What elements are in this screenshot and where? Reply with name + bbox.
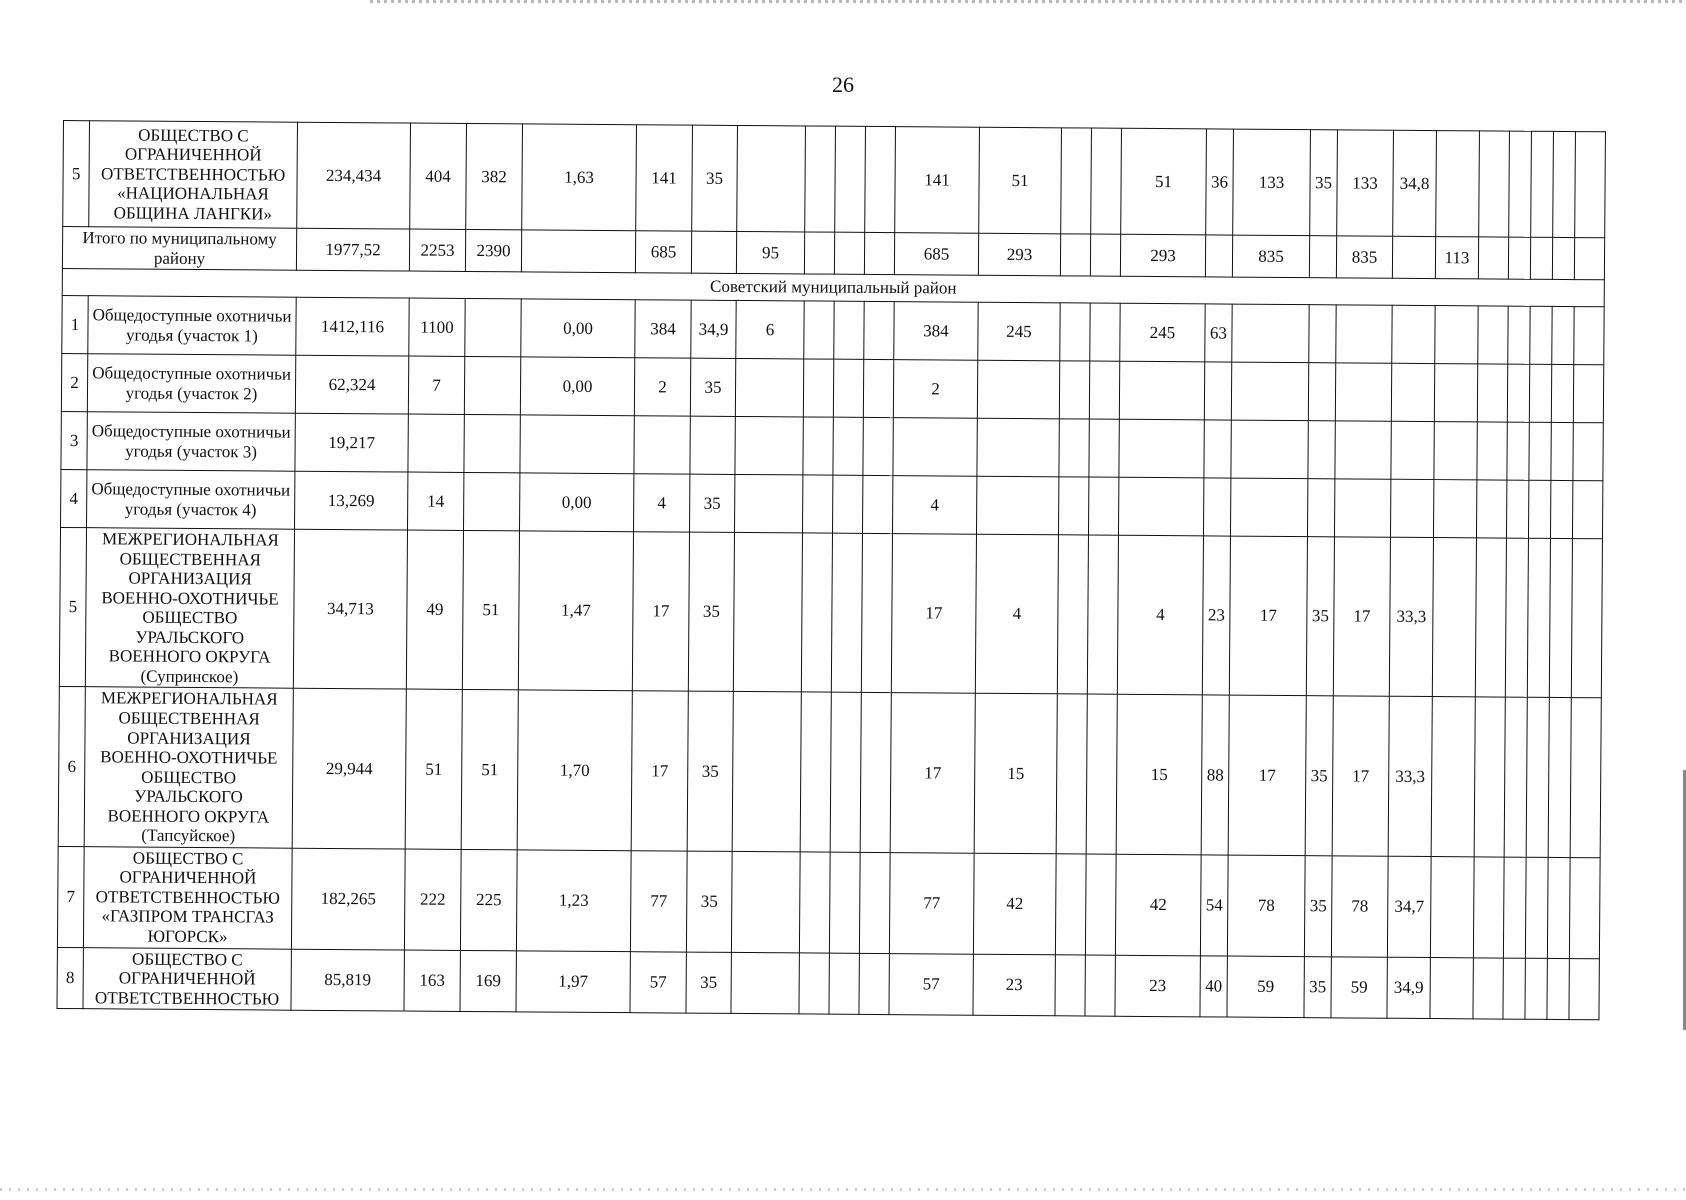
value-cell [1205,235,1232,277]
value-cell: 19,217 [295,413,408,472]
value-cell: 4 [1117,535,1203,695]
value-cell [1506,480,1528,538]
value-cell: 1,23 [516,850,631,952]
value-cell: 35 [1304,855,1332,956]
organization-name: ОБЩЕСТВО С ОГРАНИЧЕННОЙ ОТВЕТСТВЕННОСТЬЮ «ГАЗПРОМ ТРАНСГАЗ ЮГОРСК» [83,847,292,949]
value-cell: 40 [1200,955,1227,1017]
value-cell [863,359,893,417]
value-cell [1436,131,1480,237]
value-cell [829,953,859,1015]
row-number: 1 [62,296,88,354]
value-cell: 59 [1227,956,1304,1018]
value-cell: 34,9 [691,300,736,358]
value-cell: 133 [1337,130,1394,236]
value-cell [1119,419,1204,478]
value-cell [865,126,896,232]
value-cell: 35 [692,125,738,231]
district-title: Советский муниципальный район [62,269,1604,307]
value-cell [1232,304,1309,363]
value-cell: 23 [973,954,1055,1016]
value-cell [1055,854,1086,955]
value-cell [520,415,634,474]
value-cell: 88 [1201,695,1229,855]
value-cell [465,299,521,357]
value-cell [1231,362,1308,421]
value-cell [737,125,806,231]
value-cell: 51 [462,531,519,691]
value-cell: 35 [1310,130,1338,236]
value-cell: 62,324 [295,355,408,414]
value-cell: 51 [405,690,462,850]
value-cell [1551,423,1573,481]
value-cell [1309,305,1336,363]
value-cell [735,417,803,475]
value-cell: 35 [689,474,734,532]
table-row [58,687,1601,858]
value-cell [1473,957,1503,1019]
value-cell [1334,479,1390,537]
value-cell [1525,958,1547,1020]
value-cell [1509,131,1532,237]
value-cell [691,231,736,273]
value-cell: 57 [630,951,686,1013]
value-cell [833,359,863,417]
value-cell [1529,364,1551,422]
value-cell [1089,419,1119,477]
value-cell: 34,713 [293,529,407,689]
row-number: 7 [57,846,84,947]
row-number: 6 [58,687,85,847]
value-cell: 78 [1227,855,1305,956]
value-cell [799,952,829,1014]
value-cell: 54 [1200,855,1228,956]
value-cell [1503,857,1526,958]
value-cell: 293 [978,233,1060,276]
value-cell [1574,307,1604,365]
value-cell: 85,819 [291,949,404,1011]
value-cell: 17 [631,691,688,851]
value-cell [690,416,735,474]
value-cell [733,533,802,693]
value-cell: 57 [889,953,973,1015]
value-cell: 13,269 [295,471,408,530]
value-cell [1474,697,1505,857]
value-cell [830,693,861,853]
value-cell: 35 [1305,696,1333,856]
value-cell [1091,128,1122,234]
value-cell [1552,237,1574,279]
value-cell [1573,423,1603,481]
value-cell [860,693,891,853]
value-cell [1056,694,1087,854]
value-cell [1434,364,1477,422]
value-cell [1530,306,1552,364]
value-cell: 234,434 [297,122,411,229]
value-cell [801,533,832,693]
value-cell: 35 [686,851,732,952]
value-cell [1526,698,1549,858]
value-cell: 7 [408,356,464,414]
value-cell [464,415,520,473]
value-cell [1335,363,1391,421]
value-cell [1478,306,1508,364]
value-cell: 77 [889,852,974,953]
value-cell [1308,363,1335,421]
value-cell [1059,419,1089,477]
value-cell [1086,694,1117,854]
value-cell [859,953,889,1015]
value-cell: 78 [1331,856,1388,957]
value-cell [735,359,803,417]
value-cell: 42 [973,853,1056,954]
value-cell [804,301,834,359]
value-cell [1430,856,1474,957]
value-cell [1575,132,1606,238]
value-cell [1433,480,1476,538]
organization-name: Общедоступные охотничьи угодья (участок 1) [88,296,296,356]
organization-name: Общедоступные охотничьи угодья (участок 4) [87,470,295,530]
value-cell [834,301,864,359]
value-cell [1435,306,1478,364]
value-cell [1525,857,1548,958]
value-cell [977,360,1059,419]
hunting-grounds-table [56,120,1605,1021]
value-cell [1090,234,1120,276]
row-number: 8 [57,947,83,1009]
value-cell: 35 [690,358,735,416]
row-number: 2 [61,354,87,412]
value-cell: 23 [1115,955,1200,1017]
value-cell: 113 [1435,237,1478,279]
value-cell [1549,539,1572,699]
value-cell: 59 [1331,956,1387,1018]
value-cell [464,473,520,531]
value-cell: 2253 [409,229,465,272]
data-table-sheet [56,120,1566,1020]
value-cell [805,126,836,232]
value-cell [803,359,833,417]
value-cell: 77 [630,851,687,952]
table-row [63,121,1606,238]
value-cell: 141 [636,125,693,231]
value-cell [731,952,799,1014]
value-cell [731,851,800,952]
value-cell: 17 [891,534,976,694]
value-cell [1089,361,1119,419]
value-cell: 17 [890,693,975,853]
value-cell [1204,362,1231,420]
value-cell: 382 [466,123,523,229]
value-cell [1090,303,1120,361]
value-cell: 2390 [465,229,521,272]
value-cell: 2 [634,358,690,416]
value-cell: 36 [1206,129,1234,235]
value-cell: 51 [979,127,1062,234]
value-cell [1088,477,1118,535]
value-cell: 34,8 [1393,130,1437,236]
value-cell: 63 [1205,304,1232,362]
value-cell [1572,481,1602,539]
value-cell [1548,698,1571,858]
value-cell: 15 [1116,695,1202,855]
value-cell: 33,3 [1389,537,1433,697]
value-cell [976,476,1058,535]
value-cell [1552,307,1574,365]
value-cell [834,232,864,274]
value-cell [833,417,863,475]
table-row [57,846,1600,958]
value-cell [829,852,860,953]
value-cell [1569,958,1599,1020]
value-cell [1336,305,1392,363]
value-cell: 35 [686,952,731,1014]
value-cell: 34,9 [1387,957,1430,1019]
value-cell: 35 [688,532,734,692]
value-cell [863,417,893,475]
value-cell [1528,480,1550,538]
value-cell [1505,538,1528,698]
value-cell: 835 [1336,236,1392,279]
value-cell [732,692,801,852]
value-cell [1392,305,1435,363]
value-cell [1431,697,1475,857]
value-cell [1570,698,1601,858]
value-cell: 17 [1332,696,1389,856]
value-cell: 17 [1229,536,1307,696]
organization-name: Общедоступные охотничьи угодья (участок 2) [87,354,295,414]
value-cell: 182,265 [291,848,405,950]
value-cell [1507,364,1529,422]
value-cell: 6 [736,301,804,359]
value-cell [1231,420,1308,479]
value-cell [1477,422,1507,480]
value-cell [1504,698,1527,858]
value-cell: 1977,52 [296,228,409,271]
value-cell [1307,479,1334,537]
value-cell [831,533,862,693]
value-cell [835,126,866,232]
value-cell [1503,958,1525,1020]
value-cell [1087,535,1118,695]
value-cell [1392,236,1435,278]
scan-artifact-bottom [0,1188,1686,1191]
value-cell: 245 [978,302,1060,361]
value-cell: 245 [1120,303,1205,362]
value-cell [802,475,832,533]
value-cell: 34,7 [1387,856,1431,957]
total-label: Итого по муниципальному району [62,227,296,271]
value-cell [864,301,894,359]
value-cell [634,416,690,474]
value-cell [408,414,464,472]
value-cell [1085,854,1116,955]
value-cell [1477,364,1507,422]
table-row [57,947,1599,1020]
value-cell: 835 [1232,235,1309,278]
value-cell [1508,237,1530,279]
value-cell: 1412,116 [296,297,409,356]
value-cell: 4 [892,476,976,535]
value-cell [977,418,1059,477]
value-cell [1573,365,1603,423]
value-cell [1055,954,1085,1016]
value-cell: 35 [1306,537,1334,697]
value-cell [1308,421,1335,479]
value-cell [1551,365,1573,423]
value-cell [1553,131,1576,237]
value-cell [1432,538,1476,698]
organization-name: МЕЖРЕГИОНАЛЬНАЯ ОБЩЕСТВЕННАЯ ОРГАНИЗАЦИЯ ВОЕННО-ОХОТНИЧЬЕ ОБЩЕСТВО УРАЛЬСКОГО ВОЕННОГО ОКРУГА (Супринское) [85,528,294,689]
value-cell [1061,128,1092,234]
value-cell [1430,957,1473,1019]
value-cell: 4 [633,474,689,532]
value-cell: 163 [404,950,460,1012]
value-cell [1550,481,1572,539]
value-cell [1119,361,1204,420]
value-cell: 169 [460,950,516,1012]
value-cell: 29,944 [292,689,406,849]
value-cell [1473,857,1504,958]
organization-name: Общедоступные охотничьи угодья (участок 3) [87,412,295,472]
value-cell: 0,00 [519,473,633,532]
organization-name: МЕЖРЕГИОНАЛЬНАЯ ОБЩЕСТВЕННАЯ ОРГАНИЗАЦИЯ ВОЕННО-ОХОТНИЧЬЕ ОБЩЕСТВО УРАЛЬСКОГО ВОЕННОГО ОКРУГА (Тапсуйское) [84,687,293,848]
value-cell [1527,538,1550,698]
value-cell: 1,70 [517,690,632,850]
value-cell [521,230,635,273]
value-cell [799,852,830,953]
value-cell: 384 [894,302,978,361]
value-cell: 685 [635,231,691,274]
value-cell: 1,97 [516,950,630,1012]
row-number: 3 [61,412,87,470]
value-cell [1204,420,1231,478]
value-cell [800,692,831,852]
value-cell [1508,306,1530,364]
value-cell: 51 [1121,128,1207,235]
value-cell [1569,857,1600,958]
value-cell: 404 [410,123,467,229]
value-cell [1478,237,1508,279]
value-cell: 42 [1115,854,1201,955]
value-cell: 35 [1304,956,1331,1018]
value-cell: 95 [736,231,804,274]
value-cell [862,475,892,533]
value-cell: 17 [1228,696,1306,856]
value-cell [1060,234,1090,276]
value-cell [734,475,802,533]
value-cell [1475,538,1506,698]
organization-name: ОБЩЕСТВО С ОГРАНИЧЕННОЙ ОТВЕТСТВЕННОСТЬЮ [83,947,291,1010]
page-number: 26 [832,72,854,97]
value-cell [859,852,890,953]
value-cell [1085,955,1115,1017]
value-cell [1060,303,1090,361]
value-cell: 15 [974,694,1057,854]
value-cell [1309,236,1336,278]
value-cell [1391,421,1434,479]
value-cell [864,232,894,274]
value-cell: 384 [635,300,691,358]
value-cell: 23 [1202,536,1230,696]
value-cell: 51 [461,690,518,850]
value-cell: 1100 [409,298,465,356]
value-cell: 1,47 [518,531,633,691]
value-cell [861,533,892,693]
value-cell [832,475,862,533]
value-cell: 49 [406,530,463,690]
value-cell: 225 [460,849,517,950]
value-cell [1507,422,1529,480]
value-cell [1529,422,1551,480]
value-cell [1118,477,1203,536]
row-number: 5 [59,528,86,688]
value-cell [803,417,833,475]
value-cell [464,357,520,415]
value-cell [1574,238,1604,280]
value-cell: 4 [975,534,1058,694]
value-cell: 33,3 [1388,697,1432,857]
value-cell [1059,361,1089,419]
value-cell: 293 [1120,234,1205,277]
value-cell [1390,479,1433,537]
value-cell: 1,63 [522,124,637,231]
value-cell [1476,480,1506,538]
value-cell [1479,131,1510,237]
value-cell: 133 [1233,129,1311,236]
value-cell [1335,421,1391,479]
value-cell: 0,00 [521,299,635,358]
value-cell: 14 [408,472,464,530]
value-cell: 17 [632,532,689,692]
value-cell: 222 [404,849,461,950]
value-cell: 2 [893,360,977,419]
value-cell [893,418,977,477]
value-cell [1530,237,1552,279]
table-row [59,528,1602,699]
value-cell [1391,363,1434,421]
value-cell [1058,477,1088,535]
value-cell [1547,857,1570,958]
value-cell [1571,539,1602,699]
value-cell [1203,478,1230,536]
value-cell [1434,422,1477,480]
value-cell: 17 [1333,537,1390,697]
organization-name: ОБЩЕСТВО С ОГРАНИЧЕННОЙ ОТВЕТСТВЕННОСТЬЮ «НАЦИОНАЛЬНАЯ ОБЩИНА ЛАНГКИ» [89,121,298,229]
value-cell [1531,131,1554,237]
row-number: 4 [61,470,87,528]
value-cell [1547,958,1569,1020]
value-cell: 685 [894,233,978,276]
value-cell [1230,478,1307,537]
value-cell: 35 [687,692,733,852]
row-number: 5 [63,121,90,227]
value-cell [1057,535,1088,695]
scan-artifact-top [370,0,1686,3]
value-cell: 0,00 [520,357,634,416]
value-cell: 141 [895,127,980,234]
value-cell [804,232,834,274]
